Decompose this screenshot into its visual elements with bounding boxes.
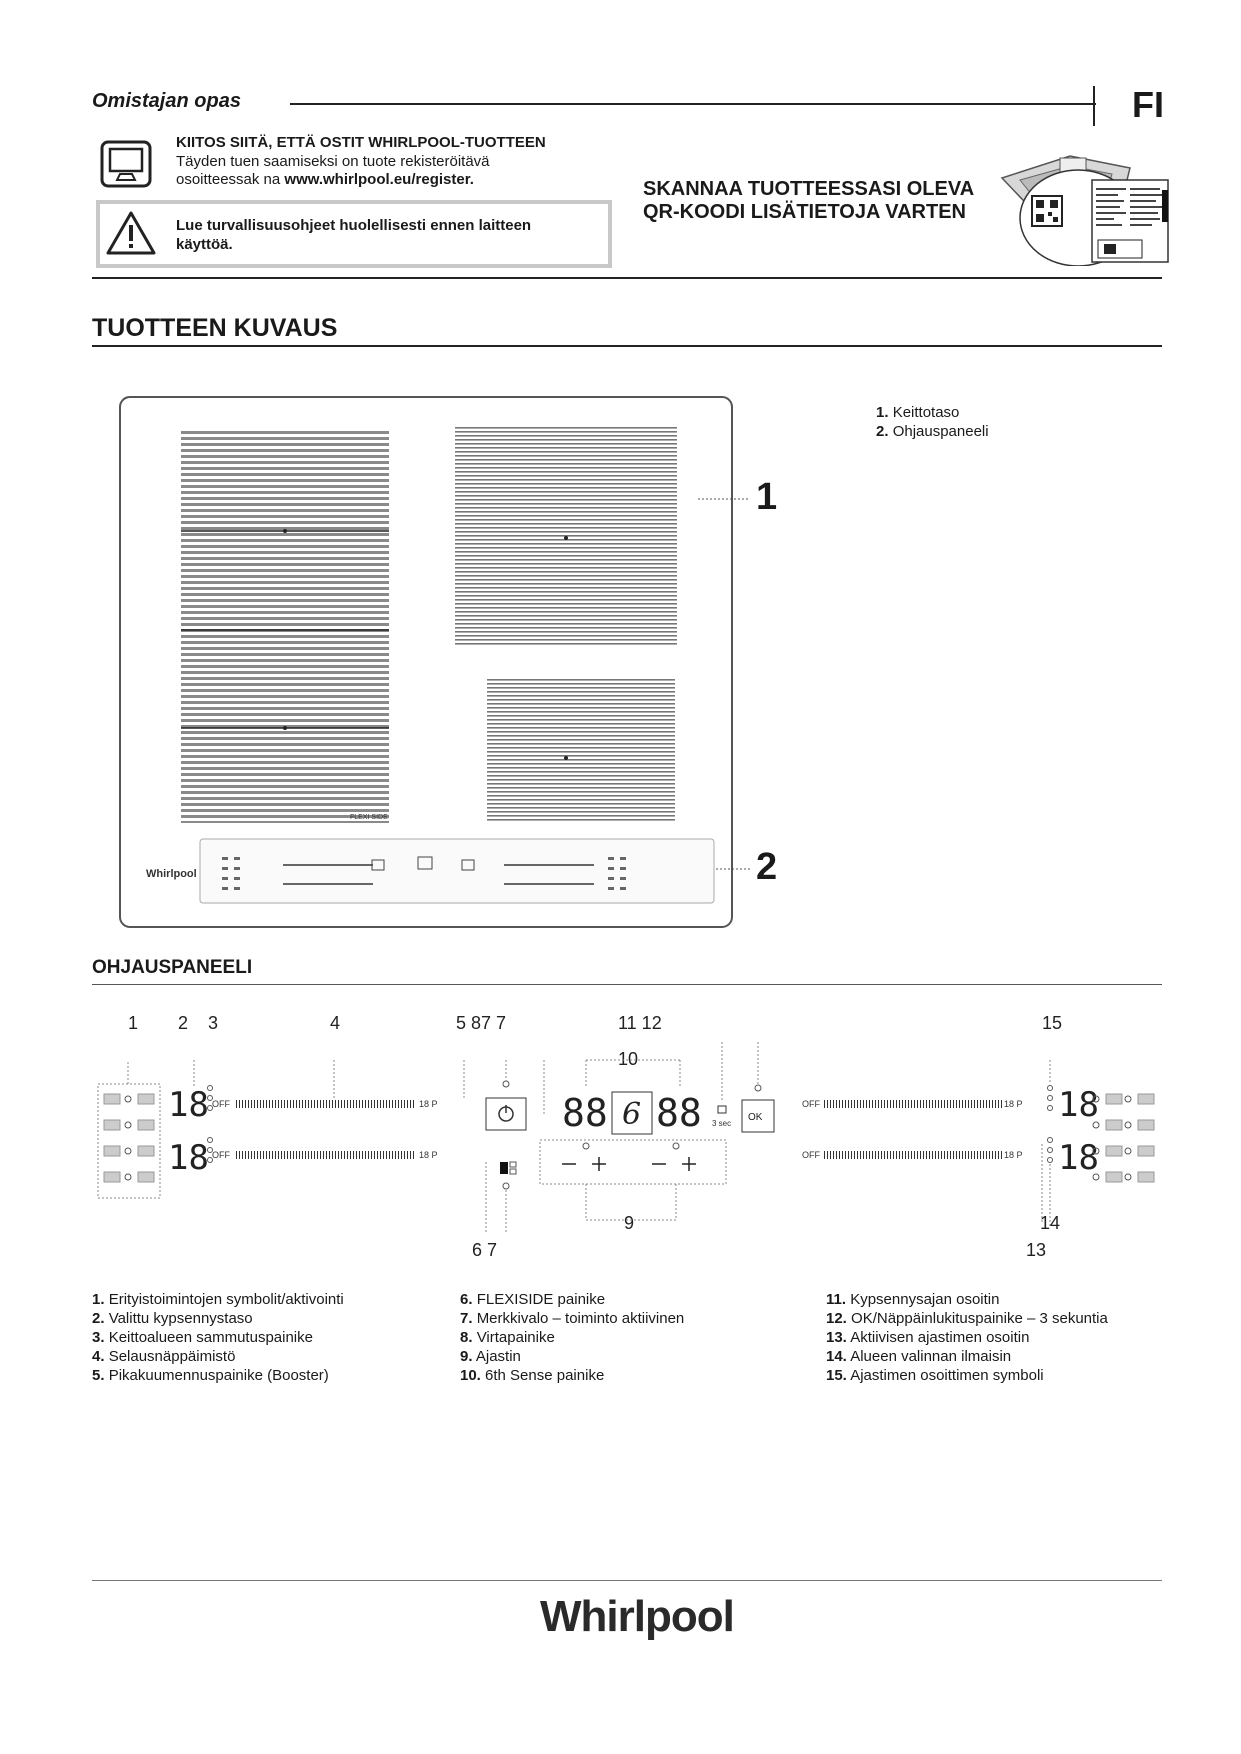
legend-item: 10. 6th Sense painike (460, 1367, 605, 1384)
label-1: 1 (128, 1013, 139, 1033)
level-display-right-bottom: 18 (1058, 1138, 1099, 1178)
slider-off-label: OFF (802, 1099, 820, 1109)
legend-item: 7. Merkkivalo – toiminto aktiivinen (460, 1310, 685, 1327)
legend-item: 5. Pikakuumennuspainike (Booster) (92, 1367, 329, 1384)
safety-warning-text: Lue turvallisuusohjeet huolellisesti ennen laitteen käyttöä. (176, 217, 532, 253)
legend-item: 1. Keittotaso (876, 404, 960, 421)
flexi-side-label: FLEXI SIDE (350, 814, 388, 821)
header-bottom-rule (92, 277, 1162, 279)
panel-rule (92, 984, 1162, 985)
slider-off-label: OFF (212, 1099, 230, 1109)
legend-item: 12. OK/Näppäinlukituspainike – 3 sekuntia (826, 1310, 1108, 1327)
register-link[interactable]: www.whirlpool.eu/register. (284, 171, 474, 188)
level-display-left-top: 18 (168, 1085, 209, 1125)
warning-icon (106, 210, 156, 256)
ok-button: OK (748, 1112, 763, 1123)
level-display-right-top: 18 (1058, 1085, 1099, 1125)
three-sec-label: 3 sec (712, 1119, 732, 1128)
footer-rule (92, 1580, 1162, 1581)
legend-item: 8. Virtapainike (460, 1329, 555, 1346)
legend-item: 13. Aktiivisen ajastimen osoitin (826, 1329, 1030, 1346)
section-title-panel: OHJAUSPANEELI (92, 957, 253, 978)
callout-cooktop: 1 (756, 476, 778, 518)
label-3: 3 (208, 1013, 219, 1033)
slider-end-label: 18 P (1004, 1099, 1023, 1109)
sixth-sense-button: 6 (622, 1097, 642, 1132)
slider-end-label: 18 P (419, 1150, 438, 1160)
legend-item: 1. Erityistoimintojen symbolit/aktivointi (92, 1291, 344, 1308)
whirlpool-logo-small: Whirlpool (146, 868, 197, 880)
label-14: 14 (1040, 1213, 1061, 1233)
legend-item: 11. Kypsennysajan osoitin (826, 1291, 1000, 1308)
timer-display-right: 88 (656, 1091, 702, 1135)
slider-end-label: 18 P (1004, 1150, 1023, 1160)
legend-item: 2. Valittu kypsennystaso (92, 1310, 253, 1327)
header-tick (1093, 86, 1095, 126)
rating-label-illustration (1000, 148, 1180, 266)
legend-item: 9. Ajastin (460, 1348, 521, 1365)
legend-item: 3. Keittoalueen sammutuspainike (92, 1329, 313, 1346)
monitor-icon (100, 140, 152, 188)
cooktop-illustration (118, 395, 1118, 935)
section-rule (92, 345, 1162, 347)
qr-instruction: SKANNAA TUOTTEESSASI OLEVA QR-KOODI LISÄTIETOJA VARTEN (643, 178, 975, 223)
slider-off-label: OFF (802, 1150, 820, 1160)
section-title-product: TUOTTEEN KUVAUS (92, 314, 338, 342)
legend-item: 14. Alueen valinnan ilmaisin (826, 1348, 1012, 1365)
header-rule (290, 103, 1096, 105)
label-11-12: 11 12 (618, 1013, 662, 1033)
panel-legend-col1 (92, 1290, 344, 1385)
legend-item: 4. Selausnäppäimistö (92, 1348, 236, 1365)
label-2: 2 (178, 1013, 189, 1033)
label-13: 13 (1026, 1240, 1047, 1260)
panel-legend-col2 (460, 1290, 684, 1385)
label-10: 10 (618, 1049, 639, 1069)
label-15: 15 (1042, 1013, 1063, 1033)
slider-off-label: OFF (212, 1150, 230, 1160)
registration-title: KIITOS SIITÄ, ETTÄ OSTIT WHIRLPOOL-TUOTTEEN (176, 134, 546, 151)
callout-control-panel: 2 (756, 846, 778, 888)
legend-item: 15. Ajastimen osoittimen symboli (826, 1367, 1044, 1384)
registration-body: Täyden tuen saamiseksi on tuote rekisteröitävä osoitteessak na www.whirlpool.eu/register. (176, 153, 490, 188)
level-display-left-bottom: 18 (168, 1138, 209, 1178)
label-9: 9 (624, 1213, 635, 1233)
legend-item: 2. Ohjauspaneeli (876, 423, 989, 440)
legend-item: 6. FLEXISIDE painike (460, 1291, 606, 1308)
control-panel-diagram (92, 1034, 1192, 1244)
label-5-8-7: 5 87 7 (456, 1013, 507, 1033)
slider-end-label: 18 P (419, 1099, 438, 1109)
label-6-7: 6 7 (472, 1240, 498, 1260)
document-title: Omistajan opas (92, 90, 241, 112)
label-4: 4 (330, 1013, 341, 1033)
timer-display-left: 88 (562, 1091, 608, 1135)
language-code: FI (1132, 84, 1164, 125)
whirlpool-logo: Whirlpool (540, 1592, 734, 1641)
panel-legend-col3 (826, 1290, 1108, 1385)
